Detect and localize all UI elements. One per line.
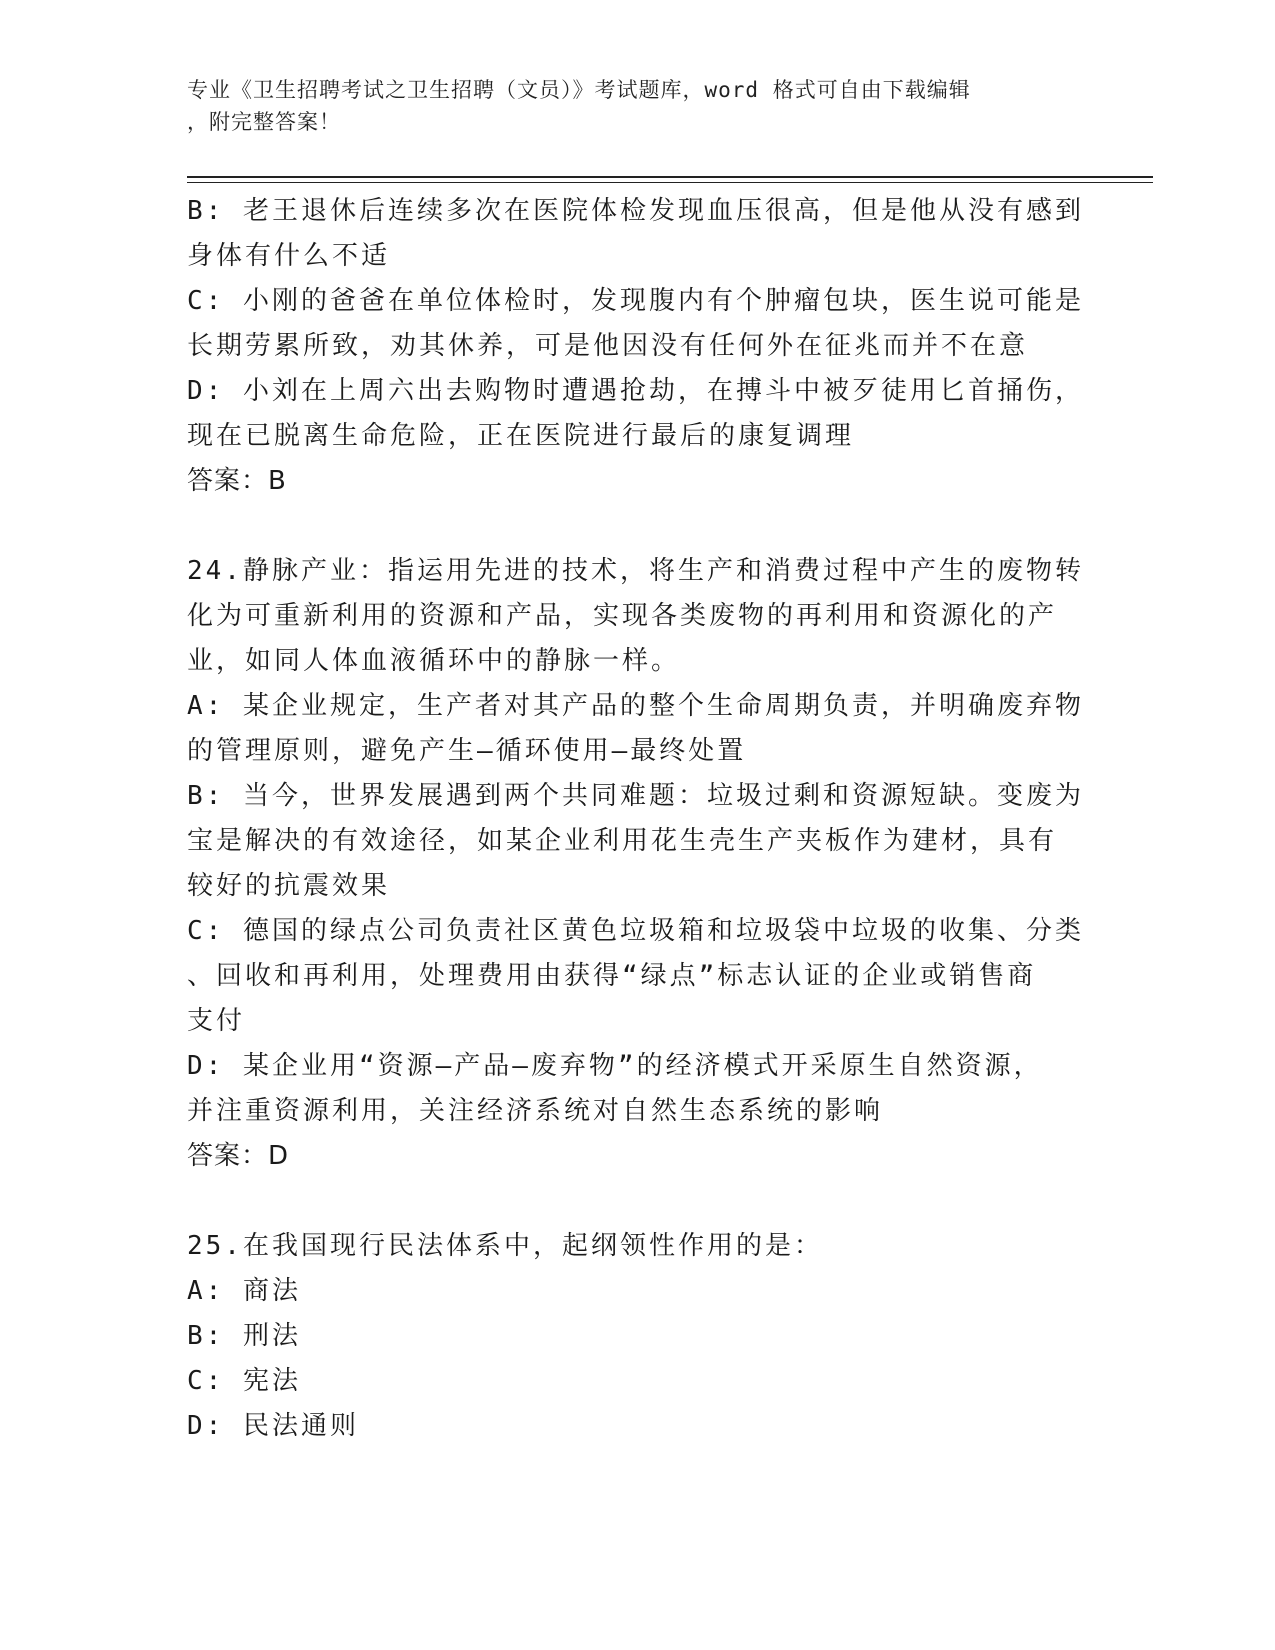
page-header xyxy=(187,74,1067,138)
option-c: 支付 xyxy=(187,1006,246,1036)
spacer xyxy=(187,1179,1087,1224)
option-d: 并注重资源利用，关注经济系统对自然生态系统的影响 xyxy=(187,1096,884,1126)
header-line: ，附完整答案！ xyxy=(187,110,341,134)
option-c: 长期劳累所致，劝其休养，可是他因没有任何外在征兆而并不在意 xyxy=(187,331,1029,361)
option-d: D: 某企业用“资源—产品—废弃物”的经济模式开采原生自然资源， xyxy=(187,1051,1043,1081)
spacer xyxy=(187,504,1087,549)
header-rule-thin xyxy=(187,182,1153,183)
option-b: B: 老王退休后连续多次在医院体检发现血压很高，但是他从没有感到 xyxy=(187,196,1084,226)
answer: 答案：D xyxy=(187,1141,290,1171)
option-b: 宝是解决的有效途径，如某企业利用花生壳生产夹板作为建材，具有 xyxy=(187,826,1058,856)
option-c: 、回收和再利用，处理费用由获得“绿点”标志认证的企业或销售商 xyxy=(187,961,1037,991)
question-stem: 25.在我国现行民法体系中，起纲领性作用的是： xyxy=(187,1231,823,1261)
question-stem: 化为可重新利用的资源和产品，实现各类废物的再利用和资源化的产 xyxy=(187,601,1058,631)
option-c: C: 德国的绿点公司负责社区黄色垃圾箱和垃圾袋中垃圾的收集、分类 xyxy=(187,916,1084,946)
question-24 xyxy=(187,549,1087,1179)
header-rule xyxy=(187,176,1153,178)
question-list xyxy=(187,189,1087,1449)
option-b: 身体有什么不适 xyxy=(187,241,391,271)
option-d: 现在已脱离生命危险，正在医院进行最后的康复调理 xyxy=(187,421,855,451)
option-a: A: 某企业规定，生产者对其产品的整个生命周期负责，并明确废弃物 xyxy=(187,691,1084,721)
option-a: 的管理原则，避免产生—循环使用—最终处置 xyxy=(187,736,747,766)
question-stem: 24.静脉产业：指运用先进的技术，将生产和消费过程中产生的废物转 xyxy=(187,556,1084,586)
option-d: D: 小刘在上周六出去购物时遭遇抢劫，在搏斗中被歹徒用匕首捅伤， xyxy=(187,376,1084,406)
option-c: C: 宪法 xyxy=(187,1366,301,1396)
option-a: A: 商法 xyxy=(187,1276,301,1306)
question-stem: 业，如同人体血液循环中的静脉一样。 xyxy=(187,646,681,676)
option-b: B: 当今，世界发展遇到两个共同难题：垃圾过剩和资源短缺。变废为 xyxy=(187,781,1084,811)
option-d: D: 民法通则 xyxy=(187,1411,359,1441)
question-23 xyxy=(187,189,1087,504)
question-25 xyxy=(187,1224,1087,1449)
header-line: 专业《卫生招聘考试之卫生招聘（文员）》考试题库，word 格式可自由下载编辑 xyxy=(187,78,971,102)
option-b: B: 刑法 xyxy=(187,1321,301,1351)
answer: 答案：B xyxy=(187,466,287,496)
option-b: 较好的抗震效果 xyxy=(187,871,391,901)
option-c: C: 小刚的爸爸在单位体检时，发现腹内有个肿瘤包块，医生说可能是 xyxy=(187,286,1084,316)
